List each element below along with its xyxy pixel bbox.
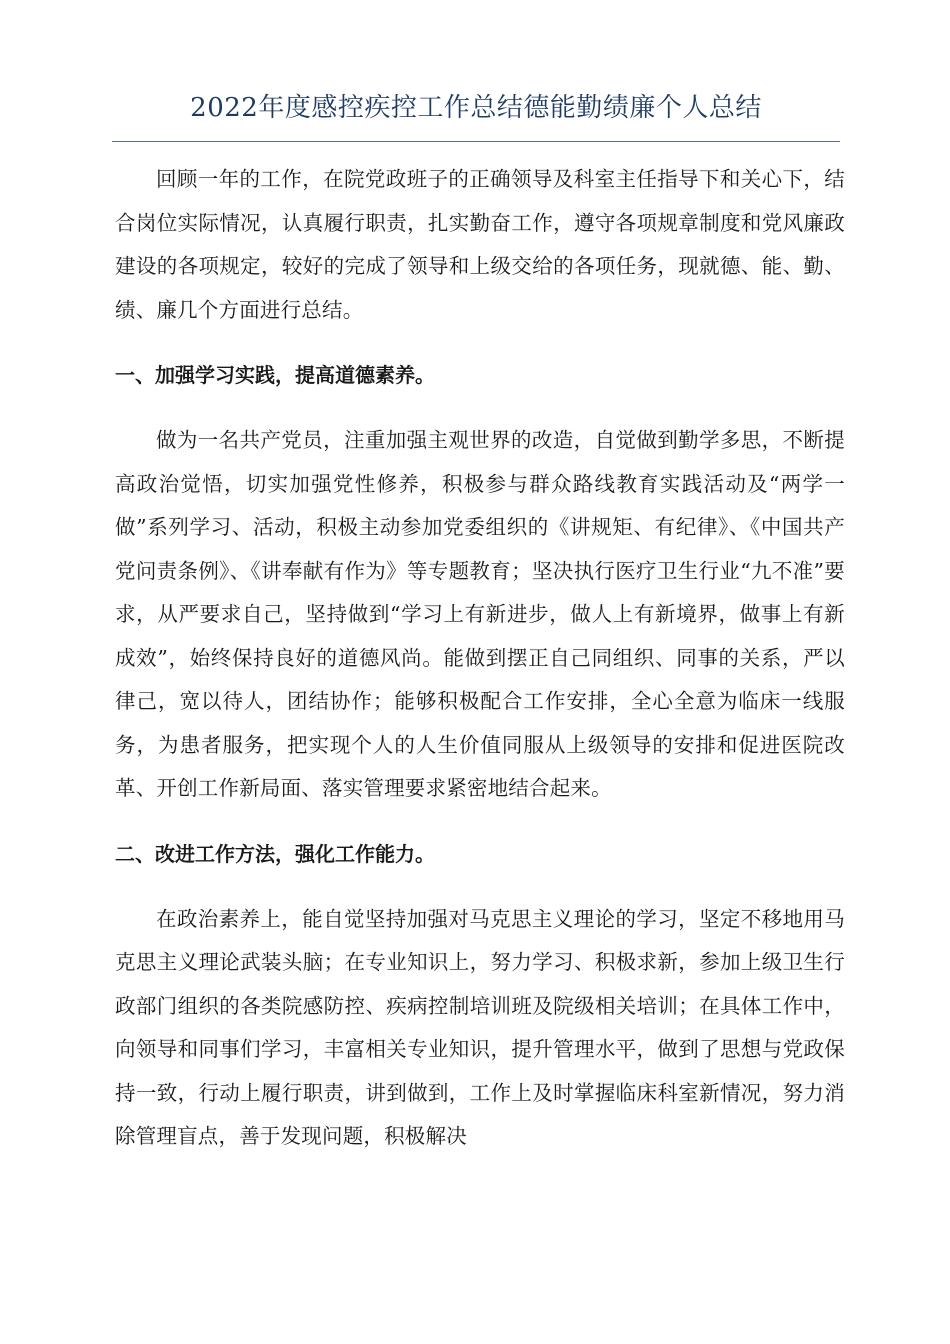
section-paragraph-1: 做为一名共产党员，注重加强主观世界的改造，自觉做到勤学多思，不断提高政治觉悟，切实加强党性修养，积极参与群众路线教育实践活动及“两学一做”系列学习、活动，积极主动参加党委组织的《讲规矩、有纪律》、《中国共产党问责条例》、《讲奉献有作为》等专题教育；坚决执行医疗卫生行业“九不准”要求，从严要求自己，坚持做到“学习上有新进步，做人上有新境界，做事上有新成效”，始终保持良好的道德风尚。能做到摆正自己同组织、同事的关系，严以律己，宽以待人，团结协作；能够积极配合工作安排，全心全意为临床一线服务，为患者服务，把实现个人的人生价值同服从上级领导的安排和促进医院改革、开创工作新局面、落实管理要求紧密地结合起来。 <box>115 428 845 800</box>
section-paragraph-2: 在政治素养上，能自觉坚持加强对马克思主义理论的学习，坚定不移地用马克思主义理论武装头脑；在专业知识上，努力学习、积极求新，参加上级卫生行政部门组织的各类院感防控、疾病控制培训班及院级相关培训；在具体工作中，向领导和同事们学习，丰富相关专业知识，提升管理水平，做到了思想与党政保持一致，行动上履行职责，讲到做到，工作上及时掌握临床科室新情况，努力消除管理盲点，善于发现问题，积极解决 <box>115 906 845 1148</box>
document-body <box>115 158 845 1181</box>
section-heading-2: 二、改进工作方法，强化工作能力。 <box>115 841 435 866</box>
intro-paragraph: 回顾一年的工作，在院党政班子的正确领导及科室主任指导下和关心下，结合岗位实际情况，认真履行职责，扎实勤奋工作，遵守各项规章制度和党风廉政建设的各项规定，较好的完成了领导和上级交给的各项任务，现就德、能、勤、绩、廉几个方面进行总结。 <box>115 167 845 322</box>
title-divider <box>112 141 840 142</box>
document-title: 2022年度感控疾控工作总结德能勤绩廉个人总结 <box>190 93 762 123</box>
section-heading-1: 一、加强学习实践，提高道德素养。 <box>115 363 435 387</box>
